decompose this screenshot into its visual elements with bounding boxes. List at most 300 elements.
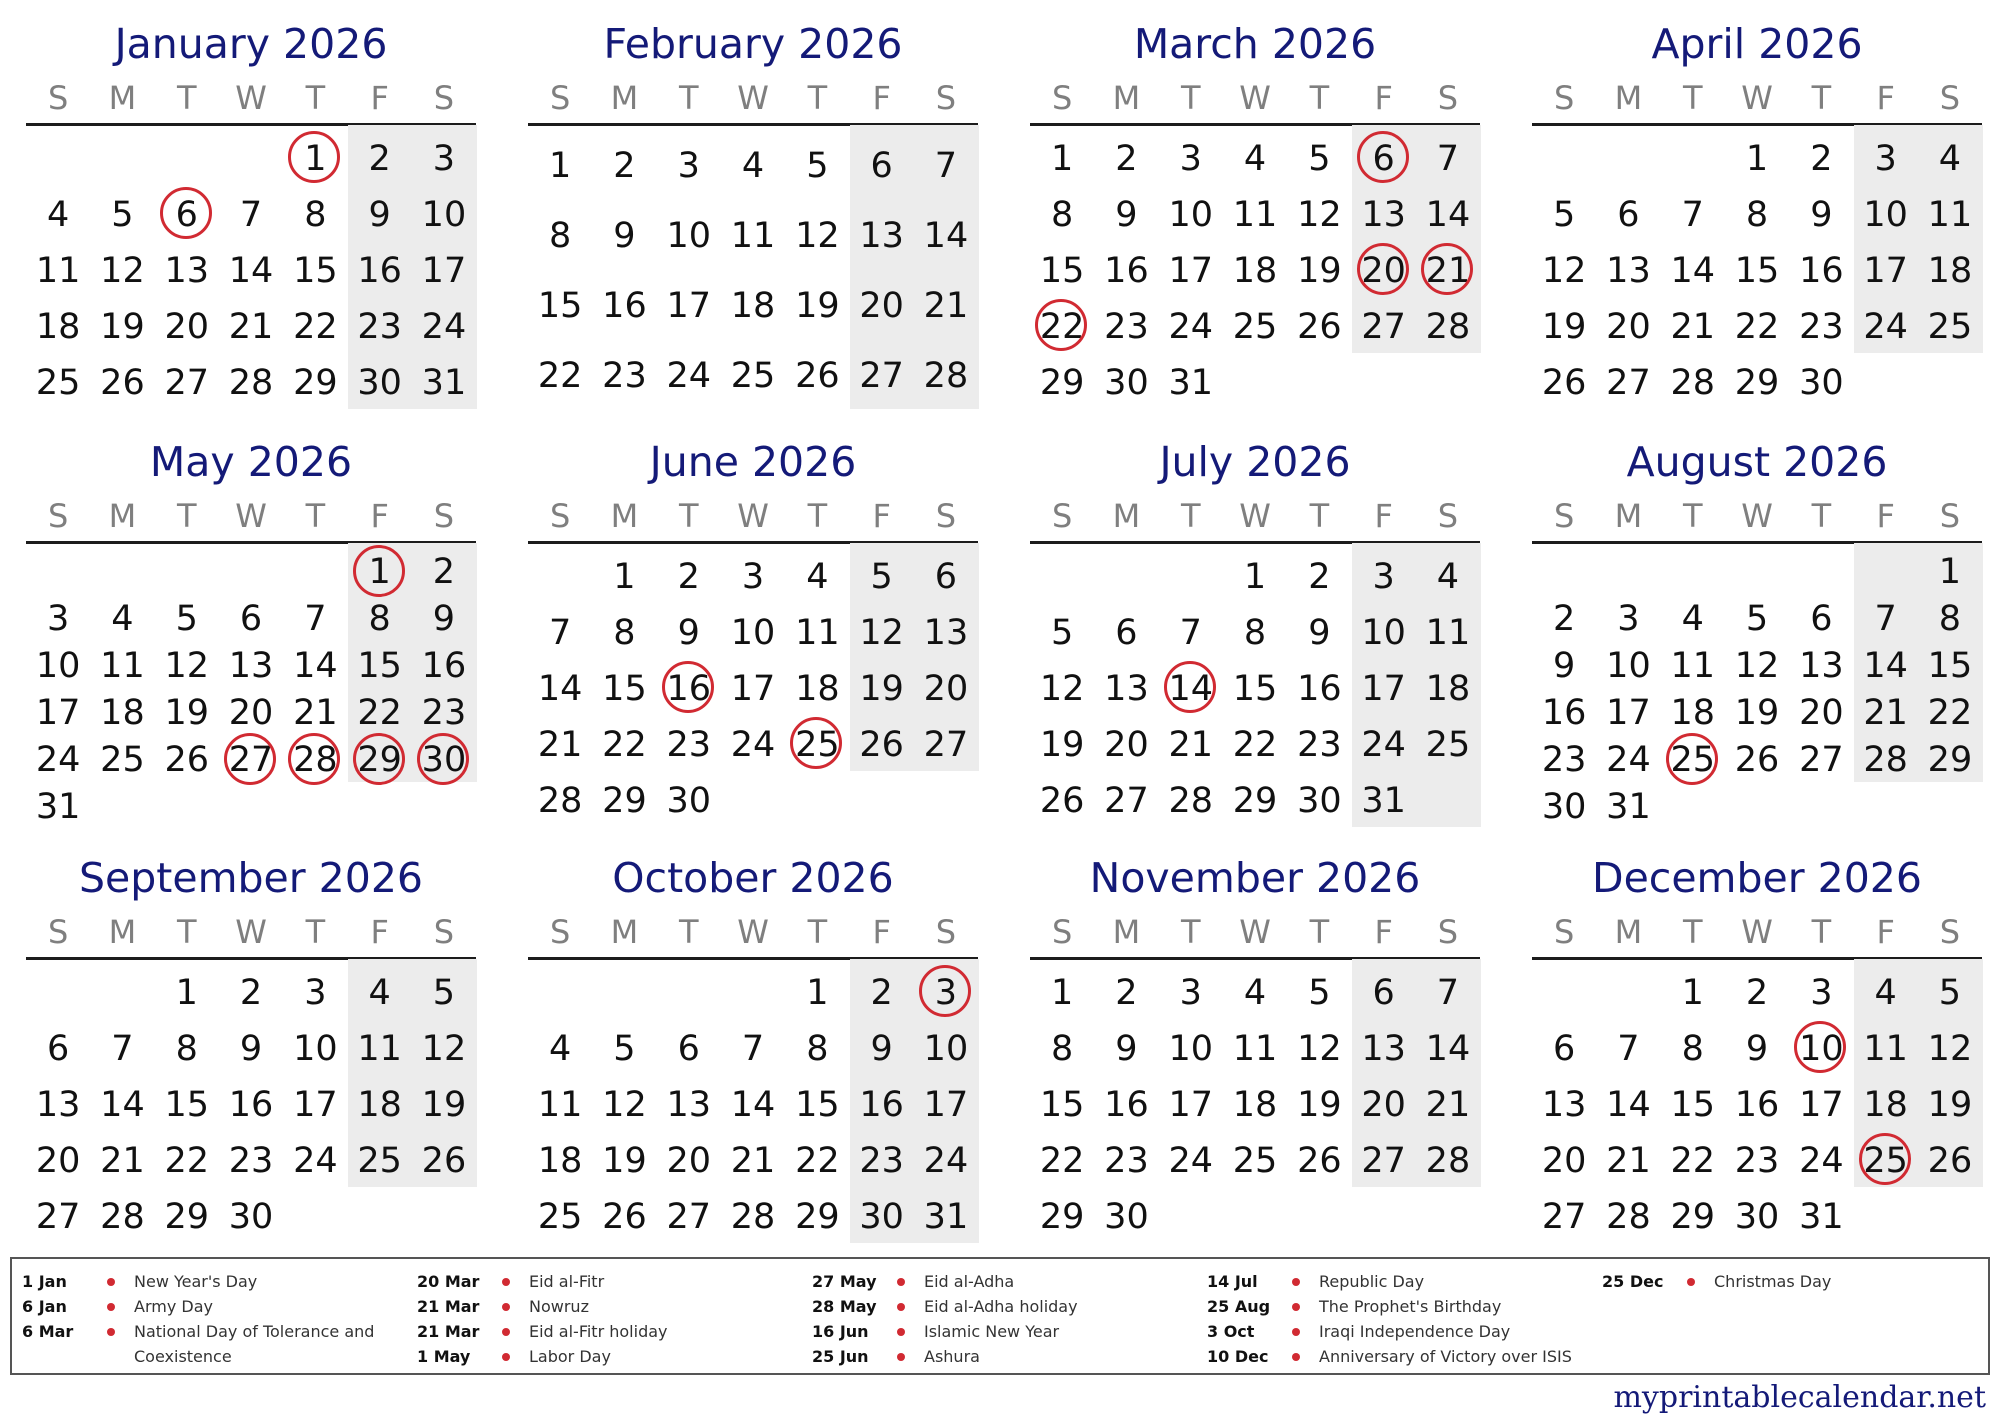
day-cell: 19 — [602, 1141, 647, 1181]
day-cell: 24 — [730, 725, 776, 765]
holiday-legend — [10, 1257, 1990, 1375]
weekday-label: F — [1876, 497, 1895, 535]
day-cell: 3 — [1179, 973, 1202, 1013]
weekday-label: T — [1309, 497, 1330, 535]
day-cell: 22 — [537, 356, 583, 396]
day-cell: 23 — [1297, 725, 1342, 765]
day-cell: 2 — [677, 557, 700, 597]
day-cell: 12 — [421, 1029, 467, 1069]
day-cell: 2 — [432, 552, 456, 592]
day-cell: 17 — [1606, 693, 1651, 733]
holiday-day-cell: 1 — [348, 549, 412, 596]
day-cell: 9 — [1115, 195, 1138, 235]
weekday-label: T — [678, 497, 699, 535]
weekday-label: T — [1682, 79, 1703, 117]
day-cell: 29 — [293, 363, 338, 403]
day-cell: 23 — [357, 307, 402, 347]
day-cell: 4 — [1243, 139, 1267, 179]
legend-holiday-name: Labor Day — [529, 1347, 611, 1366]
day-cell: 25 — [537, 1197, 583, 1237]
holiday-day-cell: 30 — [412, 737, 476, 784]
holiday-dot-icon — [1292, 1353, 1300, 1361]
weekday-label: M — [1112, 913, 1141, 951]
day-cell: 23 — [421, 693, 467, 733]
weekday-label: M — [1614, 497, 1643, 535]
day-cell: 13 — [1361, 195, 1406, 235]
legend-holiday-name: Eid al-Fitr holiday — [529, 1322, 668, 1341]
day-cell: 7 — [549, 613, 572, 653]
holiday-day-cell: 25 — [785, 717, 849, 773]
day-cell: 29 — [1670, 1197, 1716, 1237]
month-days — [1030, 131, 1480, 421]
weekday-label: F — [872, 79, 891, 117]
month-days — [528, 131, 978, 421]
day-cell: 13 — [164, 251, 210, 291]
day-cell: 22 — [795, 1141, 840, 1181]
weekday-label: W — [235, 497, 267, 535]
day-cell: 30 — [1297, 781, 1342, 821]
month-title: September 2026 — [79, 854, 423, 902]
day-cell: 6 — [239, 599, 263, 639]
day-cell: 1 — [1745, 139, 1769, 179]
weekday-label: F — [1374, 497, 1393, 535]
day-cell: 26 — [164, 740, 210, 780]
day-cell: 19 — [1039, 725, 1085, 765]
day-cell: 5 — [613, 1029, 636, 1069]
day-cell: 4 — [1681, 599, 1704, 639]
day-cell: 5 — [1553, 195, 1576, 235]
month-title: March 2026 — [1133, 20, 1377, 68]
day-cell: 21 — [1425, 1085, 1471, 1125]
day-cell: 1 — [1051, 139, 1074, 179]
weekday-label: S — [549, 79, 571, 117]
day-cell: 17 — [35, 693, 81, 733]
weekday-label: M — [610, 913, 639, 951]
weekday-label: W — [1741, 913, 1773, 951]
day-cell: 1 — [549, 146, 572, 186]
day-cell: 4 — [1436, 557, 1460, 597]
day-cell: 8 — [613, 613, 636, 653]
day-cell: 3 — [741, 557, 765, 597]
day-cell: 17 — [1361, 669, 1406, 709]
month-january — [26, 16, 476, 426]
day-cell: 19 — [1297, 1085, 1342, 1125]
day-cell: 21 — [1168, 725, 1214, 765]
day-cell: 11 — [795, 613, 840, 653]
holiday-dot-icon — [107, 1328, 115, 1336]
day-cell: 15 — [1039, 251, 1085, 291]
day-cell: 10 — [666, 216, 712, 256]
day-cell: 9 — [1810, 195, 1833, 235]
month-title: April 2026 — [1651, 20, 1863, 68]
day-cell: 18 — [1670, 693, 1716, 733]
day-cell: 22 — [1927, 693, 1973, 733]
day-cell: 11 — [1232, 1029, 1278, 1069]
day-cell: 6 — [934, 557, 958, 597]
day-cell: 11 — [537, 1085, 583, 1125]
month-days — [26, 965, 476, 1255]
day-cell: 6 — [1810, 599, 1833, 639]
day-cell: 14 — [1863, 646, 1908, 686]
day-cell: 13 — [666, 1085, 712, 1125]
day-cell: 19 — [164, 693, 210, 733]
day-cell: 12 — [602, 1085, 647, 1125]
day-cell: 4 — [47, 195, 70, 235]
day-cell: 18 — [1425, 669, 1471, 709]
day-cell: 15 — [1670, 1085, 1716, 1125]
day-cell: 11 — [35, 251, 81, 291]
day-cell: 24 — [421, 307, 467, 347]
day-cell: 18 — [35, 307, 81, 347]
weekday-label: T — [1180, 79, 1201, 117]
weekday-label: M — [108, 913, 137, 951]
day-cell: 27 — [35, 1197, 81, 1237]
month-days — [1532, 965, 1982, 1255]
weekday-label: M — [610, 79, 639, 117]
day-cell: 16 — [357, 251, 402, 291]
day-cell: 7 — [1436, 139, 1460, 179]
day-cell: 26 — [1297, 1141, 1342, 1181]
day-cell: 7 — [1179, 613, 1202, 653]
weekday-label: S — [1939, 79, 1961, 117]
weekday-label: F — [370, 497, 389, 535]
day-cell: 22 — [164, 1141, 210, 1181]
weekday-label: S — [1051, 79, 1073, 117]
day-cell: 31 — [421, 363, 467, 403]
legend-date: 21 Mar — [417, 1297, 480, 1316]
day-cell: 22 — [293, 307, 338, 347]
legend-date: 25 Dec — [1602, 1272, 1664, 1291]
day-cell: 20 — [923, 669, 969, 709]
holiday-dot-icon — [107, 1278, 115, 1286]
day-cell: 29 — [1039, 363, 1085, 403]
day-cell: 6 — [870, 146, 893, 186]
weekday-label: M — [610, 497, 639, 535]
day-cell: 23 — [1799, 307, 1844, 347]
month-days — [1532, 549, 1982, 839]
weekday-label: T — [1811, 497, 1832, 535]
day-cell: 28 — [1425, 1141, 1471, 1181]
day-cell: 1 — [1051, 973, 1074, 1013]
day-cell: 18 — [1232, 1085, 1278, 1125]
day-cell: 2 — [1553, 599, 1576, 639]
weekday-label: M — [1614, 79, 1643, 117]
day-cell: 24 — [1863, 307, 1908, 347]
weekday-header — [528, 78, 978, 118]
weekday-label: F — [872, 913, 891, 951]
day-cell: 18 — [795, 669, 840, 709]
day-cell: 6 — [1115, 613, 1138, 653]
day-cell: 6 — [1553, 1029, 1576, 1069]
month-march — [1030, 16, 1480, 426]
weekday-header — [1030, 912, 1480, 952]
weekday-label: W — [1239, 497, 1271, 535]
weekday-label: S — [1939, 497, 1961, 535]
day-cell: 30 — [1104, 363, 1149, 403]
holiday-dot-icon — [897, 1278, 905, 1286]
day-cell: 6 — [677, 1029, 700, 1069]
day-cell: 17 — [1863, 251, 1908, 291]
legend-holiday-name: Christmas Day — [1714, 1272, 1832, 1291]
weekday-label: S — [1437, 913, 1459, 951]
month-days — [26, 549, 476, 839]
legend-holiday-name: Nowruz — [529, 1297, 589, 1316]
day-cell: 30 — [1541, 787, 1587, 827]
day-cell: 15 — [537, 286, 583, 326]
day-cell: 20 — [1541, 1141, 1587, 1181]
day-cell: 30 — [1104, 1197, 1149, 1237]
weekday-label: S — [1553, 913, 1575, 951]
day-cell: 29 — [1927, 740, 1973, 780]
day-cell: 11 — [1863, 1029, 1908, 1069]
legend-date: 28 May — [812, 1297, 877, 1316]
day-cell: 9 — [1115, 1029, 1138, 1069]
day-cell: 2 — [1810, 139, 1833, 179]
weekday-header — [528, 496, 978, 536]
weekday-label: M — [108, 497, 137, 535]
legend-date: 16 Jun — [812, 1322, 869, 1341]
weekday-header — [26, 912, 476, 952]
weekday-label: T — [1682, 497, 1703, 535]
holiday-day-cell: 6 — [1352, 131, 1416, 187]
weekday-label: T — [176, 497, 197, 535]
day-cell: 9 — [613, 216, 636, 256]
month-december — [1532, 850, 1982, 1260]
day-cell: 5 — [1745, 599, 1769, 639]
day-cell: 21 — [923, 286, 969, 326]
weekday-label: S — [1553, 497, 1575, 535]
day-cell: 11 — [100, 646, 145, 686]
day-cell: 17 — [923, 1085, 969, 1125]
weekday-label: F — [370, 913, 389, 951]
day-cell: 31 — [35, 787, 81, 827]
day-cell: 19 — [1297, 251, 1342, 291]
day-cell: 5 — [870, 557, 893, 597]
day-cell: 4 — [1243, 973, 1267, 1013]
day-cell: 5 — [1308, 139, 1331, 179]
day-cell: 26 — [1297, 307, 1342, 347]
day-cell: 14 — [1425, 1029, 1471, 1069]
day-cell: 15 — [602, 669, 647, 709]
holiday-day-cell: 10 — [1789, 1021, 1853, 1077]
day-cell: 13 — [228, 646, 274, 686]
month-title: October 2026 — [612, 854, 894, 902]
day-cell: 24 — [923, 1141, 969, 1181]
day-cell: 19 — [1927, 1085, 1973, 1125]
weekday-label: F — [370, 79, 389, 117]
day-cell: 7 — [111, 1029, 134, 1069]
day-cell: 28 — [1606, 1197, 1651, 1237]
weekday-label: T — [305, 79, 326, 117]
day-cell: 8 — [368, 599, 391, 639]
day-cell: 23 — [1541, 740, 1587, 780]
day-cell: 10 — [293, 1029, 338, 1069]
day-cell: 3 — [1617, 599, 1640, 639]
weekday-label: W — [235, 913, 267, 951]
day-cell: 26 — [1734, 740, 1780, 780]
day-cell: 24 — [666, 356, 712, 396]
day-cell: 12 — [1734, 646, 1780, 686]
month-days — [1532, 131, 1982, 421]
day-cell: 8 — [1745, 195, 1769, 235]
weekday-label: T — [176, 913, 197, 951]
day-cell: 8 — [1938, 599, 1962, 639]
month-may — [26, 434, 476, 844]
day-cell: 20 — [666, 1141, 712, 1181]
day-cell: 29 — [1039, 1197, 1085, 1237]
day-cell: 14 — [730, 1085, 776, 1125]
day-cell: 24 — [1799, 1141, 1844, 1181]
holiday-dot-icon — [502, 1328, 510, 1336]
weekday-header — [26, 496, 476, 536]
day-cell: 18 — [1232, 251, 1278, 291]
day-cell: 4 — [368, 973, 391, 1013]
holiday-dot-icon — [1292, 1278, 1300, 1286]
day-cell: 9 — [1308, 613, 1331, 653]
day-cell: 30 — [1734, 1197, 1780, 1237]
day-cell: 26 — [1039, 781, 1085, 821]
holiday-day-cell: 28 — [283, 737, 347, 784]
day-cell: 9 — [677, 613, 700, 653]
day-cell: 7 — [239, 195, 263, 235]
weekday-label: M — [108, 79, 137, 117]
day-cell: 15 — [1039, 1085, 1085, 1125]
day-cell: 3 — [304, 973, 327, 1013]
month-title: July 2026 — [1159, 438, 1351, 486]
day-cell: 19 — [1734, 693, 1780, 733]
legend-holiday-name: Islamic New Year — [924, 1322, 1060, 1341]
day-cell: 12 — [100, 251, 145, 291]
day-cell: 8 — [1051, 1029, 1074, 1069]
day-cell: 23 — [602, 356, 647, 396]
day-cell: 5 — [1938, 973, 1962, 1013]
day-cell: 7 — [1436, 973, 1460, 1013]
day-cell: 18 — [730, 286, 776, 326]
legend-date: 25 Jun — [812, 1347, 869, 1366]
day-cell: 24 — [1606, 740, 1651, 780]
legend-holiday-name: Army Day — [134, 1297, 213, 1316]
day-cell: 4 — [111, 599, 134, 639]
day-cell: 6 — [1372, 973, 1395, 1013]
weekday-label: S — [47, 79, 69, 117]
day-cell: 14 — [1425, 195, 1471, 235]
day-cell: 23 — [1104, 307, 1149, 347]
month-title: May 2026 — [149, 438, 353, 486]
legend-holiday-name: Iraqi Independence Day — [1319, 1322, 1511, 1341]
day-cell: 2 — [1745, 973, 1769, 1013]
day-cell: 15 — [164, 1085, 210, 1125]
weekday-label: F — [1374, 913, 1393, 951]
day-cell: 2 — [239, 973, 263, 1013]
weekday-label: M — [1614, 913, 1643, 951]
month-days — [528, 965, 978, 1255]
day-cell: 12 — [859, 613, 904, 653]
weekday-label: T — [807, 497, 828, 535]
day-cell: 17 — [1168, 251, 1214, 291]
day-cell: 12 — [1927, 1029, 1973, 1069]
legend-holiday-name: Ashura — [924, 1347, 980, 1366]
day-cell: 18 — [537, 1141, 583, 1181]
day-cell: 22 — [1670, 1141, 1716, 1181]
day-cell: 22 — [1232, 725, 1278, 765]
weekday-label: W — [1741, 497, 1773, 535]
day-cell: 10 — [1863, 195, 1908, 235]
day-cell: 3 — [432, 139, 456, 179]
day-cell: 8 — [175, 1029, 198, 1069]
day-cell: 16 — [1297, 669, 1342, 709]
day-cell: 7 — [741, 1029, 765, 1069]
day-cell: 3 — [47, 599, 70, 639]
day-cell: 1 — [806, 973, 829, 1013]
weekday-label: W — [737, 79, 769, 117]
day-cell: 12 — [795, 216, 840, 256]
day-cell: 13 — [1606, 251, 1651, 291]
day-cell: 23 — [666, 725, 712, 765]
month-title: August 2026 — [1626, 438, 1888, 486]
day-cell: 12 — [1541, 251, 1587, 291]
weekday-header — [1030, 496, 1480, 536]
weekday-label: M — [1112, 497, 1141, 535]
month-title: February 2026 — [603, 20, 903, 68]
holiday-day-cell: 6 — [155, 187, 219, 243]
day-cell: 17 — [293, 1085, 338, 1125]
day-cell: 16 — [1104, 1085, 1149, 1125]
weekday-label: S — [1939, 913, 1961, 951]
day-cell: 15 — [293, 251, 338, 291]
day-cell: 28 — [730, 1197, 776, 1237]
day-cell: 26 — [859, 725, 904, 765]
legend-holiday-name: Republic Day — [1319, 1272, 1425, 1291]
day-cell: 25 — [100, 740, 145, 780]
month-june — [528, 434, 978, 844]
legend-date: 10 Dec — [1207, 1347, 1269, 1366]
site-watermark[interactable]: myprintablecalendar.net — [1613, 1380, 1986, 1415]
day-cell: 5 — [1308, 973, 1331, 1013]
day-cell: 13 — [1361, 1029, 1406, 1069]
weekday-header — [26, 78, 476, 118]
weekday-label: S — [1553, 79, 1575, 117]
day-cell: 16 — [859, 1085, 904, 1125]
day-cell: 28 — [1168, 781, 1214, 821]
day-cell: 17 — [421, 251, 467, 291]
day-cell: 25 — [1232, 307, 1278, 347]
month-february — [528, 16, 978, 426]
day-cell: 5 — [111, 195, 134, 235]
day-cell: 27 — [1104, 781, 1149, 821]
day-cell: 19 — [1541, 307, 1587, 347]
day-cell: 19 — [421, 1085, 467, 1125]
day-cell: 19 — [859, 669, 904, 709]
day-cell: 8 — [806, 1029, 829, 1069]
holiday-dot-icon — [897, 1303, 905, 1311]
day-cell: 8 — [1681, 1029, 1704, 1069]
day-cell: 15 — [1734, 251, 1780, 291]
day-cell: 24 — [293, 1141, 338, 1181]
day-cell: 14 — [228, 251, 274, 291]
day-cell: 5 — [175, 599, 198, 639]
month-days — [528, 549, 978, 839]
day-cell: 14 — [100, 1085, 145, 1125]
day-cell: 26 — [421, 1141, 467, 1181]
day-cell: 23 — [228, 1141, 274, 1181]
month-days — [1030, 965, 1480, 1255]
day-cell: 9 — [870, 1029, 893, 1069]
holiday-day-cell: 20 — [1352, 243, 1416, 299]
day-cell: 7 — [304, 599, 327, 639]
day-cell: 11 — [1232, 195, 1278, 235]
day-cell: 26 — [100, 363, 145, 403]
day-cell: 11 — [1927, 195, 1973, 235]
